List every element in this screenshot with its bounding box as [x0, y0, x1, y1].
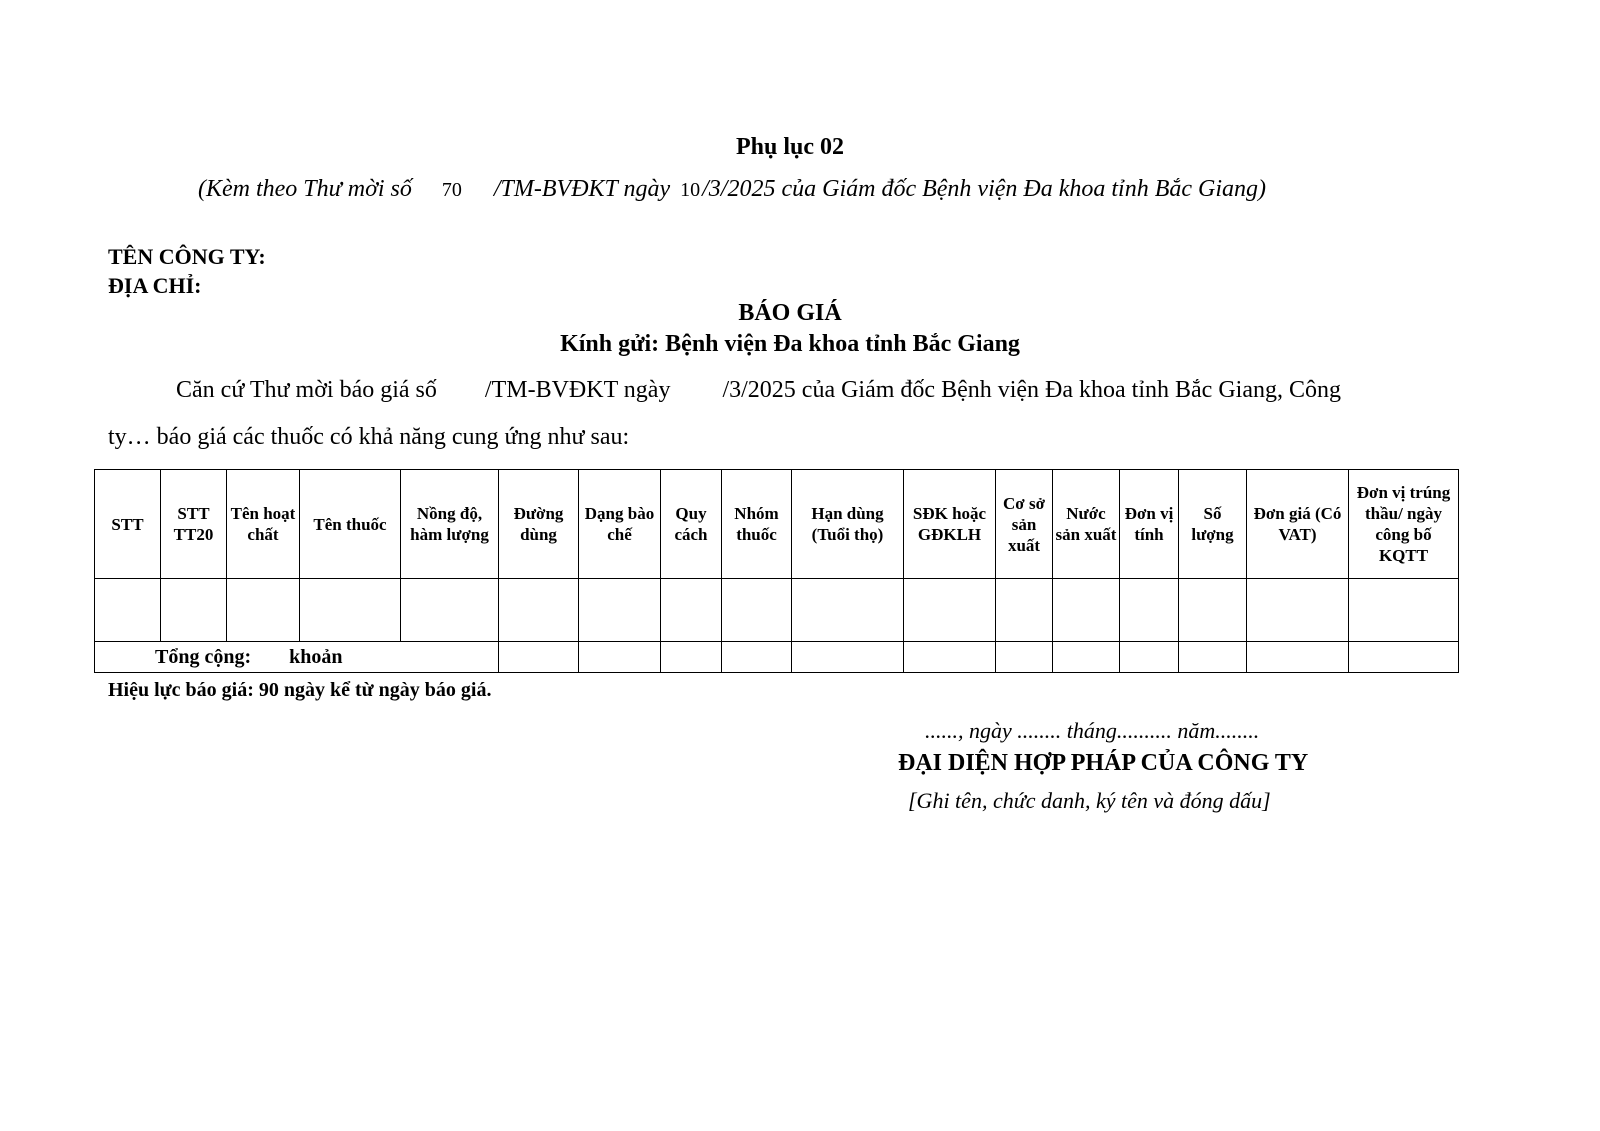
- table-cell: [161, 579, 227, 642]
- subtitle-part3: /3/2025 của Giám đốc Bệnh viện Đa khoa tỉnh Bắc Giang): [702, 176, 1267, 202]
- table-cell: [1179, 579, 1247, 642]
- total-unit: khoản: [289, 645, 343, 668]
- table-cell: [1120, 642, 1179, 673]
- quote-table: [94, 469, 1459, 673]
- header-quantity: Số lượng: [1179, 470, 1247, 579]
- table-cell: [1247, 579, 1349, 642]
- intro-part3: /3/2025 của Giám đốc Bệnh viện Đa khoa tỉnh Bắc Giang, Công: [722, 377, 1341, 403]
- header-shelf-life: Hạn dùng (Tuổi thọ): [792, 470, 904, 579]
- signature-note: [Ghi tên, chức danh, ký tên và đóng dấu]: [908, 788, 1271, 813]
- quote-title: BÁO GIÁ: [738, 300, 842, 326]
- subtitle-part2: /TM-BVĐKT ngày: [493, 176, 671, 202]
- header-unit: Đơn vị tính: [1120, 470, 1179, 579]
- header-country: Nước sản xuất: [1053, 470, 1120, 579]
- header-route: Đường dùng: [499, 470, 579, 579]
- invitation-day: 10: [680, 179, 701, 201]
- header-stt: STT: [95, 470, 161, 579]
- table-cell: [300, 579, 401, 642]
- table-cell: [722, 579, 792, 642]
- table-cell: [1349, 579, 1459, 642]
- table-cell: [904, 579, 996, 642]
- header-drug-name: Tên thuốc: [300, 470, 401, 579]
- header-concentration: Nồng độ, hàm lượng: [401, 470, 499, 579]
- header-dosage-form: Dạng bào chế: [579, 470, 661, 579]
- table-header-row: [95, 470, 1459, 579]
- header-stt-tt20: STT TT20: [161, 470, 227, 579]
- appendix-subtitle: [198, 176, 1266, 203]
- subtitle-part1: (Kèm theo Thư mời số: [198, 176, 412, 202]
- company-address-label: ĐỊA CHỈ:: [108, 273, 202, 298]
- table-cell: [579, 579, 661, 642]
- header-active-ingredient: Tên hoạt chất: [227, 470, 300, 579]
- header-packaging: Quy cách: [661, 470, 722, 579]
- intro-part1: Căn cứ Thư mời báo giá số: [176, 377, 437, 403]
- table-cell: [792, 642, 904, 673]
- table-cell: [996, 579, 1053, 642]
- table-cell: [579, 642, 661, 673]
- table-cell: [227, 579, 300, 642]
- validity-note: Hiệu lực báo giá: 90 ngày kể từ ngày báo giá.: [108, 679, 492, 701]
- header-manufacturer: Cơ sở sản xuất: [996, 470, 1053, 579]
- table-row: [95, 579, 1459, 642]
- table-cell: [661, 579, 722, 642]
- table-cell: [661, 642, 722, 673]
- quote-recipient: Kính gửi: Bệnh viện Đa khoa tỉnh Bắc Giang: [560, 331, 1020, 357]
- table-cell: [1349, 642, 1459, 673]
- signature-title: ĐẠI DIỆN HỢP PHÁP CỦA CÔNG TY: [898, 750, 1309, 776]
- table-cell: [722, 642, 792, 673]
- table-cell: [401, 579, 499, 642]
- table-cell: [904, 642, 996, 673]
- table-cell: [1053, 642, 1120, 673]
- table-cell: [1179, 642, 1247, 673]
- intro-paragraph-line2: ty… báo giá các thuốc có khả năng cung ứng như sau:: [108, 424, 630, 450]
- table-cell: [1053, 579, 1120, 642]
- signature-date-line: ......, ngày ........ tháng.......... năm........: [925, 718, 1260, 743]
- table-cell: [499, 642, 579, 673]
- table-cell: [499, 579, 579, 642]
- table-cell: [792, 579, 904, 642]
- total-label: Tổng cộng:: [155, 645, 252, 668]
- invitation-number: 70: [441, 179, 462, 201]
- header-winning-unit: Đơn vị trúng thầu/ ngày công bố KQTT: [1349, 470, 1459, 579]
- intro-paragraph-line1: [176, 377, 1341, 404]
- table-cell: [996, 642, 1053, 673]
- header-unit-price: Đơn giá (Có VAT): [1247, 470, 1349, 579]
- total-label-cell: [95, 642, 499, 673]
- header-drug-group: Nhóm thuốc: [722, 470, 792, 579]
- company-name-label: TÊN CÔNG TY:: [108, 244, 266, 269]
- table-cell: [95, 579, 161, 642]
- intro-part2: /TM-BVĐKT ngày: [484, 377, 671, 403]
- appendix-title: Phụ lục 02: [735, 134, 845, 160]
- table-cell: [1120, 579, 1179, 642]
- total-row: [95, 642, 1459, 673]
- header-registration: SĐK hoặc GĐKLH: [904, 470, 996, 579]
- table-cell: [1247, 642, 1349, 673]
